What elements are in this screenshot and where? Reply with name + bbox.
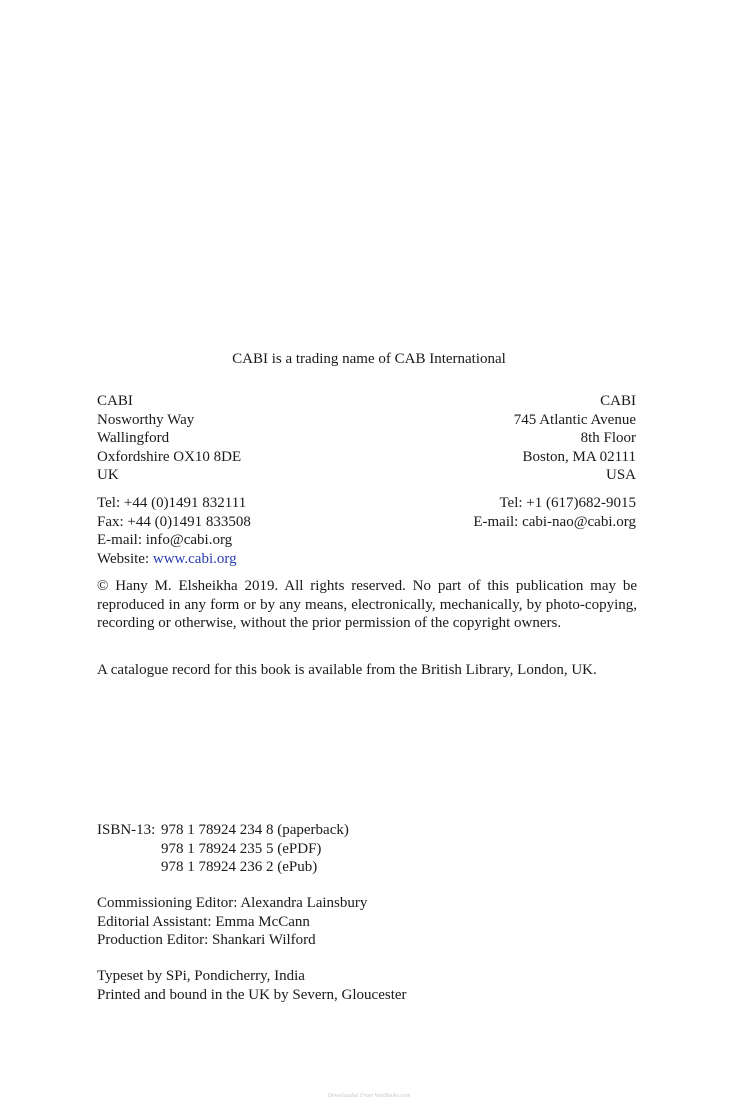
us-email: E-mail: cabi-nao@cabi.org: [473, 513, 636, 530]
uk-address: [97, 392, 241, 485]
typeset-line: Typeset by SPi, Pondicherry, India: [97, 968, 305, 984]
uk-tel: Tel: +44 (0)1491 832111: [97, 495, 247, 511]
isbn-row: [97, 821, 349, 840]
isbn-entry: 978 1 78924 236 2 (ePub): [161, 859, 318, 875]
us-address-line: 8th Floor: [580, 430, 636, 446]
isbn-row: [97, 840, 349, 859]
uk-address-line: CABI: [97, 393, 133, 409]
uk-address-line: UK: [97, 467, 119, 483]
trading-name-line: CABI is a trading name of CAB International: [232, 351, 506, 367]
website-link[interactable]: www.cabi.org: [152, 550, 237, 567]
uk-email: E-mail: info@cabi.org: [97, 532, 233, 548]
editorial-credits: [97, 894, 367, 950]
isbn-entry: 978 1 78924 235 5 (ePDF): [161, 840, 322, 857]
isbn-block: [97, 821, 349, 877]
uk-fax: Fax: +44 (0)1491 833508: [97, 513, 251, 530]
catalogue-record: A catalogue record for this book is available from the British Library, London, UK.: [97, 662, 597, 678]
editorial-assistant: Editorial Assistant: Emma McCann: [97, 913, 310, 930]
copyright-notice: © Hany M. Elsheikha 2019. All rights reserved. No part of this publication may be reproduced in any form or by any means, electronically, mechanically, by photo-copying, recording or otherwise, without the prior permission of the copyright owners.: [97, 578, 637, 631]
commissioning-editor: Commissioning Editor: Alexandra Lainsbury: [97, 895, 368, 911]
us-address-line: Boston, MA 02111: [522, 448, 636, 465]
us-address-line: USA: [605, 467, 636, 483]
production-editor: Production Editor: Shankari Wilford: [97, 932, 316, 948]
uk-address-line: Oxfordshire OX10 8DE: [97, 448, 242, 465]
printing-credits: [97, 967, 407, 1004]
printed-line: Printed and bound in the UK by Severn, Gloucester: [97, 986, 407, 1003]
isbn-label: ISBN-13:: [97, 822, 156, 838]
us-address-line: CABI: [600, 393, 636, 409]
uk-website: [97, 550, 251, 569]
us-address-line: 745 Atlantic Avenue: [513, 411, 636, 428]
uk-address-line: Wallingford: [97, 430, 170, 446]
us-contact: [473, 494, 636, 531]
isbn-entry: 978 1 78924 234 8 (paperback): [161, 822, 349, 838]
isbn-row: [97, 858, 349, 877]
footer-watermark: Downloaded From VetsBooks.com: [327, 1093, 411, 1099]
website-label: Website:: [97, 550, 153, 567]
us-address: [514, 392, 636, 485]
uk-address-line: Nosworthy Way: [97, 411, 195, 428]
us-tel: Tel: +1 (617)682-9015: [499, 495, 636, 511]
uk-contact: [97, 494, 251, 568]
